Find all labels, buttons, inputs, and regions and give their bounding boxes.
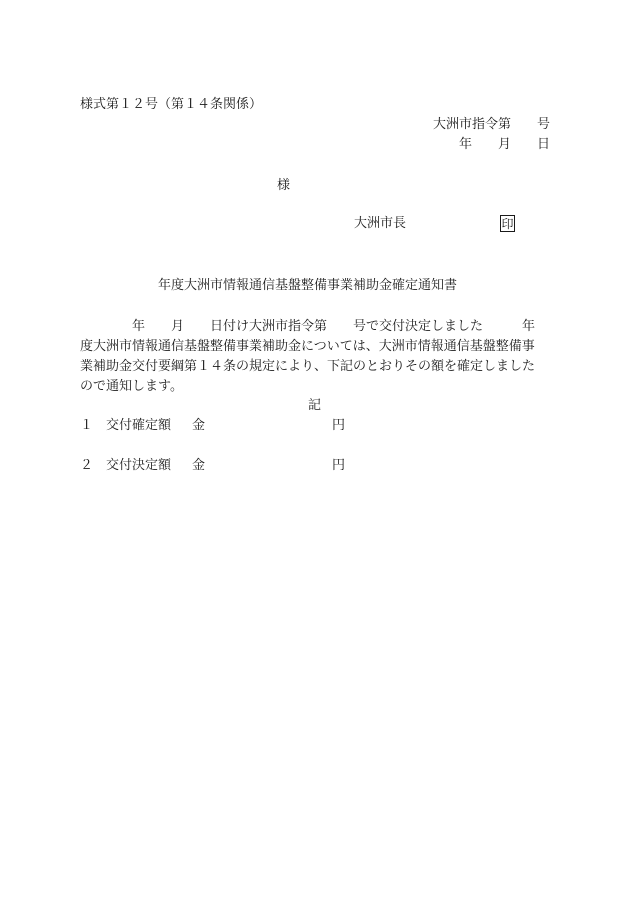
- body-line: 度大洲市情報通信基盤整備事業補助金については、大洲市情報通信基盤整備事: [80, 339, 535, 354]
- notice-title: 年度大洲市情報通信基盤整備事業補助金確定通知書: [158, 278, 458, 293]
- item-number: １: [80, 418, 94, 433]
- form-number: 様式第１２号（第１４条関係）: [80, 97, 263, 112]
- item-label: 交付決定額: [106, 458, 172, 473]
- notice-body: [80, 317, 550, 397]
- item-decided-amount: [80, 457, 345, 474]
- body-line: 業補助金交付要綱第１４条の規定により、下記のとおりその額を確定しました: [80, 359, 536, 374]
- seal-mark: 印: [501, 217, 514, 231]
- item-amount-unit: 円: [332, 418, 346, 433]
- item-amount-prefix: 金: [192, 458, 206, 473]
- item-amount-prefix: 金: [192, 418, 206, 433]
- item-amount-unit: 円: [332, 458, 346, 473]
- recipient-honorific: 様: [277, 178, 291, 193]
- body-line: 年 月 日付け大洲市指令第 号で交付決定しました 年: [80, 319, 536, 334]
- body-line: ので通知します。: [80, 379, 183, 394]
- item-number: ２: [80, 458, 94, 473]
- document-date: 年 月 日: [458, 137, 550, 152]
- issuer-name: 大洲市長: [354, 216, 407, 231]
- item-label: 交付確定額: [106, 418, 172, 433]
- item-confirmed-amount: [80, 417, 345, 434]
- ki-heading: 記: [308, 398, 322, 413]
- document-number: 大洲市指令第 号: [432, 117, 550, 132]
